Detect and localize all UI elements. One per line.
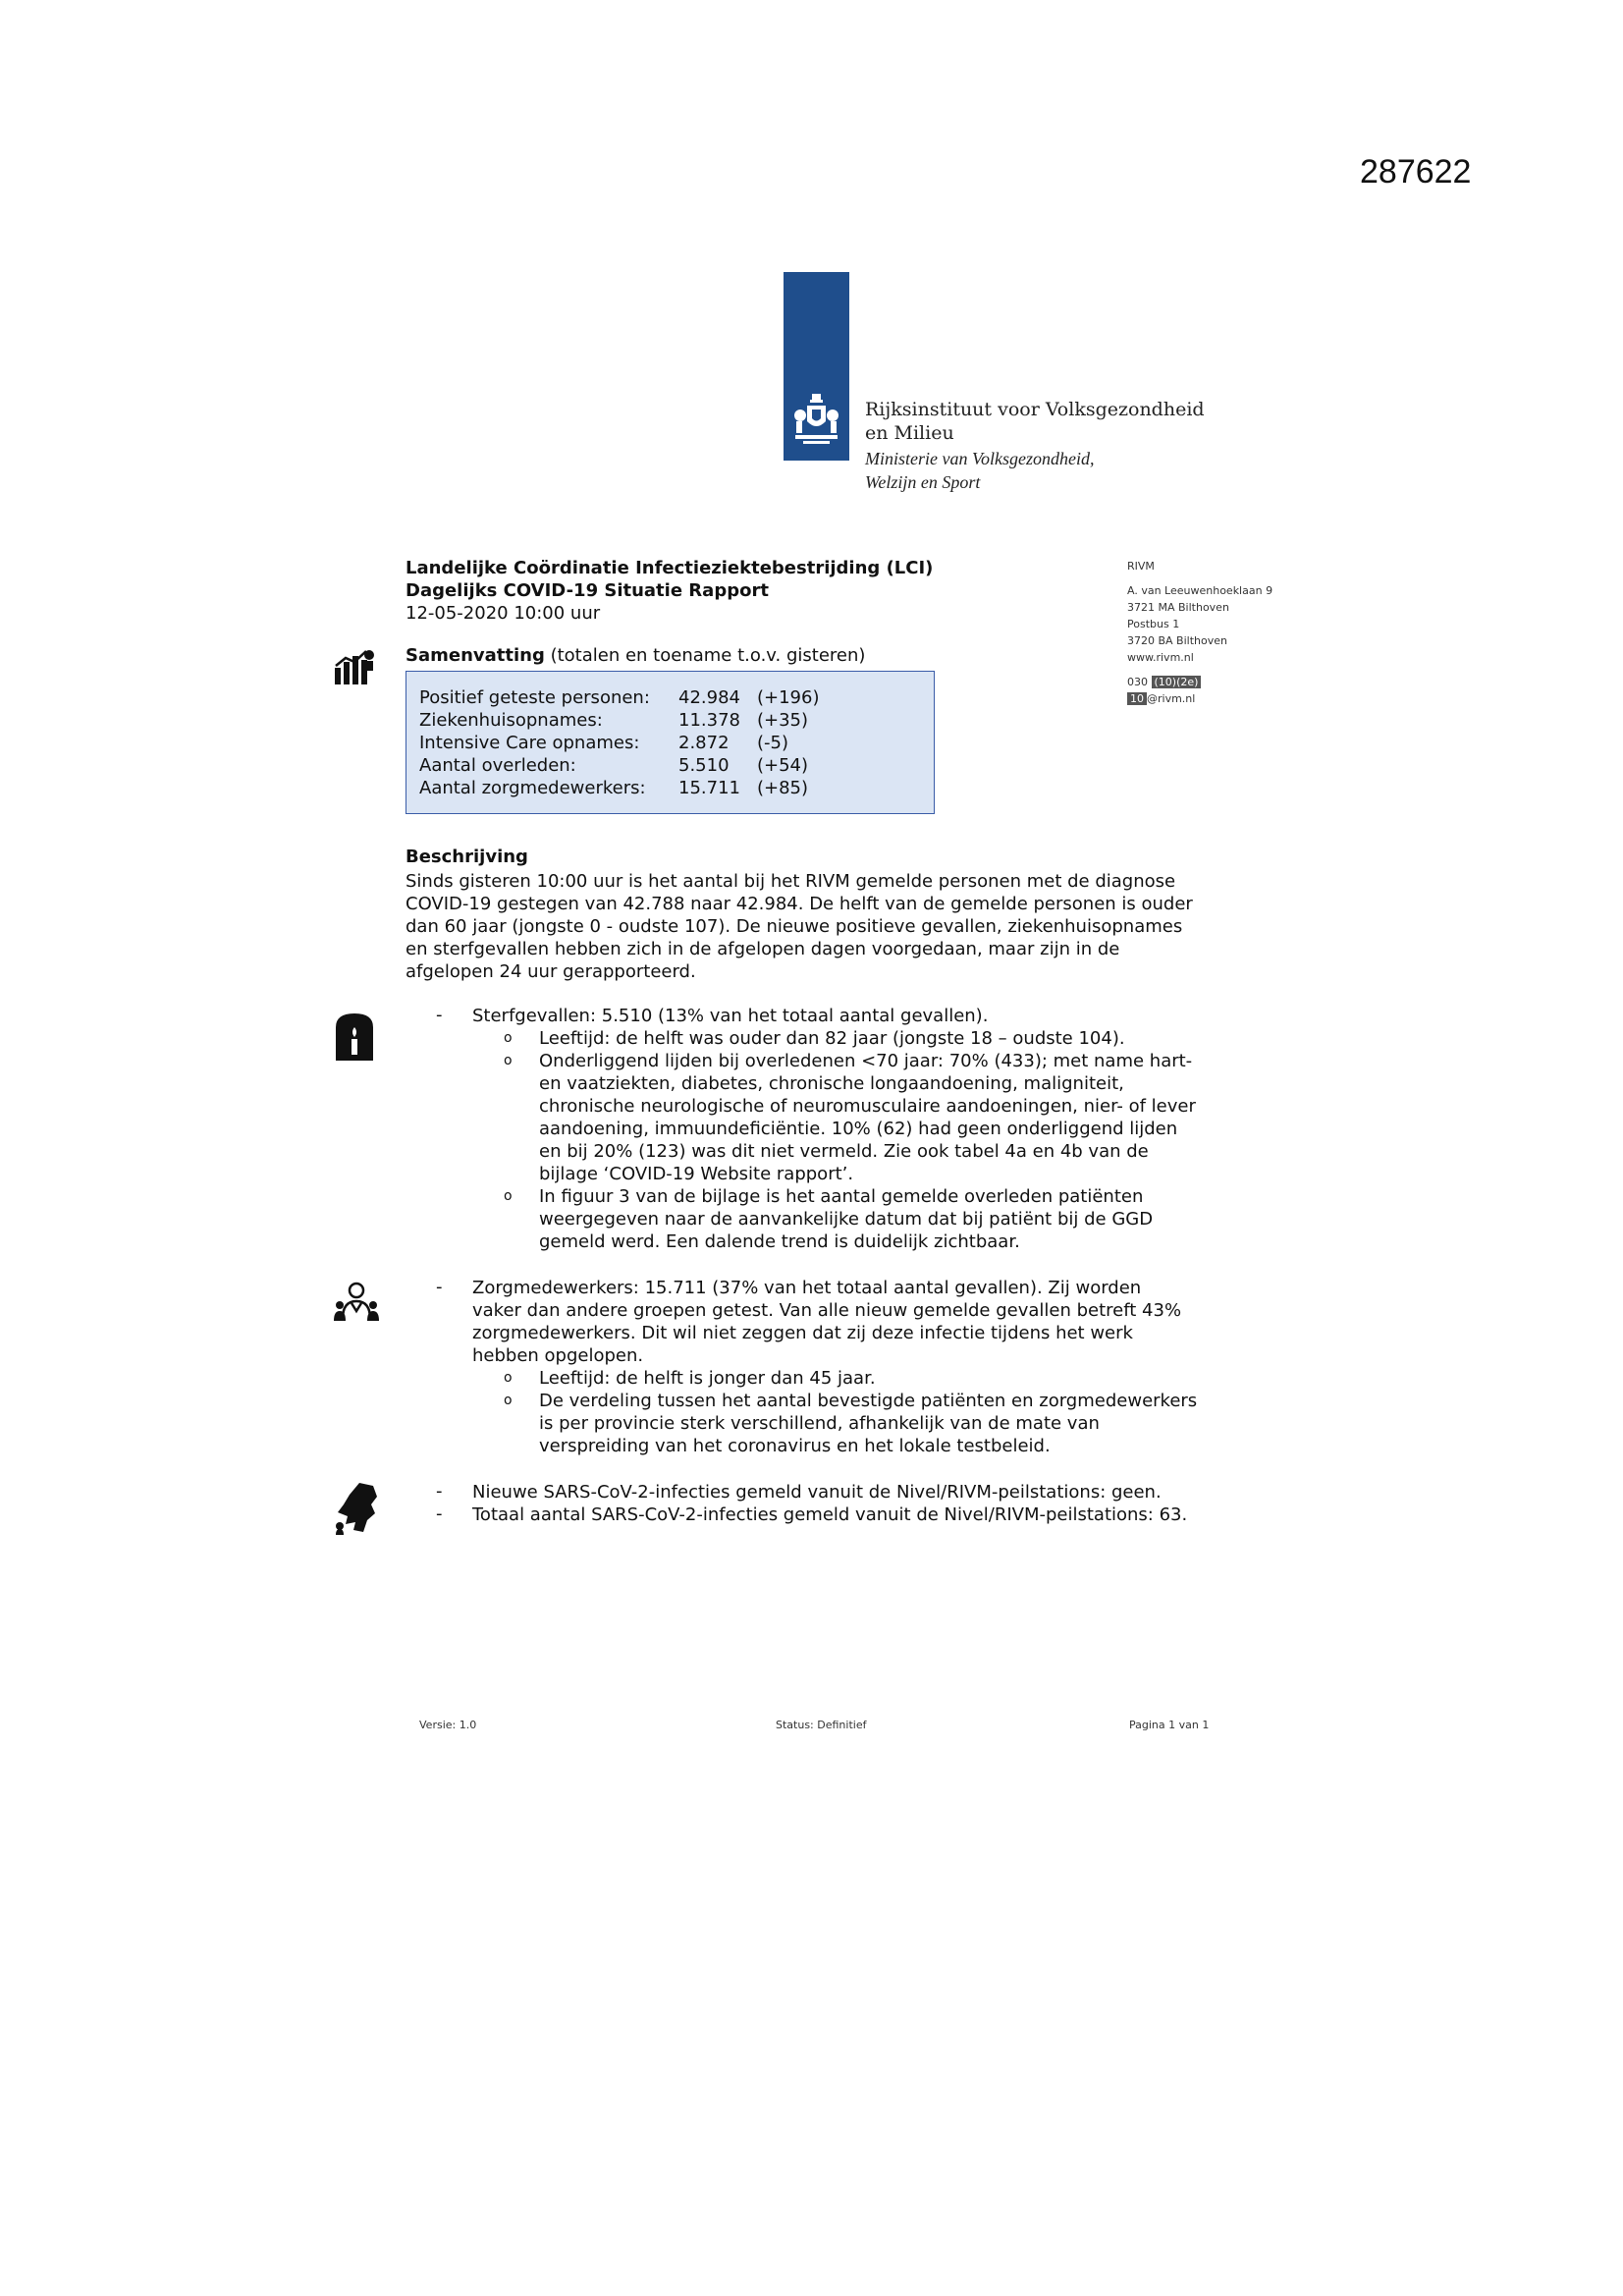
- nivel-new-item: Nieuwe SARS-CoV-2-infecties gemeld vanuit de Nivel/RIVM-peilstations: geen.: [472, 1482, 1162, 1503]
- deaths-age-item: Leeftijd: de helft was ouder dan 82 jaar (jongste 18 – oudste 104).: [539, 1028, 1125, 1049]
- healthcare-age-item: Leeftijd: de helft is jonger dan 45 jaar.: [539, 1368, 876, 1389]
- deaths-figure-item: In figuur 3 van de bijlage is het aantal gemelde overleden patiënten weergegeven naar de aanvankelijke datum dat bij patiënt bij de GGD gemeld werd. Een dalende trend is duidelijk zichtbaar.: [539, 1186, 1154, 1252]
- netherlands-map-icon: [334, 1481, 379, 1535]
- list-dash: -: [436, 1277, 443, 1297]
- summary-row: Ziekenhuisopnames: 11.378 (+35): [419, 710, 809, 731]
- footer-status: Status: Definitief: [776, 1719, 867, 1731]
- statistics-icon: [334, 648, 375, 685]
- institute-name: Rijksinstituut voor Volksgezondheid en Milieu: [865, 399, 1205, 444]
- list-dash: -: [436, 1005, 443, 1025]
- coat-of-arms-icon: [791, 390, 841, 449]
- sub-bullet: o: [504, 1393, 513, 1408]
- summary-row: Positief geteste personen: 42.984 (+196): [419, 687, 820, 708]
- summary-box: [406, 671, 935, 814]
- sub-bullet: o: [504, 1370, 513, 1386]
- ministry-name: Ministerie van Volksgezondheid, Welzijn en Sport: [865, 449, 1095, 492]
- redaction-mark: (10)(2e): [1152, 676, 1202, 688]
- healthcare-workers-icon: [334, 1282, 379, 1321]
- deaths-comorbidity-item: Onderliggend lijden bij overledenen <70 jaar: 70% (433); met name hart- en vaatziekten, diabetes, chronische longaandoening, maligniteit, chronische neurologische of neuromusculaire aandoeningen, nier- of lever aandoening, immuundeficiëntie. 10% (62) had geen onderliggend lijden en bij 20% (123) was dit niet vermeld. Zie ook tabel 4a en 4b van de bijlage ‘COVID-19 Website rapport’.: [539, 1051, 1196, 1184]
- document-id: 287622: [1360, 153, 1472, 191]
- description-paragraph: Sinds gisteren 10:00 uur is het aantal bij het RIVM gemelde personen met de diagnose COVID-19 gestegen van 42.788 naar 42.984. De helft van de gemelde personen is ouder dan 60 jaar (jongste 0 - oudste 107). De nieuwe positieve gevallen, ziekenhuisopnames en sterfgevallen hebben zich in de afgelopen dagen voorgedaan, maar zijn in de afgelopen 24 uur gerapporteerd.: [406, 871, 1193, 982]
- tombstone-candle-icon: [334, 1011, 375, 1061]
- sub-bullet: o: [504, 1053, 513, 1068]
- healthcare-province-item: De verdeling tussen het aantal bevestigde patiënten en zorgmedewerkers is per provincie sterk verschillend, afhankelijk van de mate van verspreiding van het coronavirus en het lokale testbeleid.: [539, 1391, 1198, 1456]
- deaths-item: Sterfgevallen: 5.510 (13% van het totaal aantal gevallen).: [472, 1006, 989, 1026]
- email-line: 10 @rivm.nl: [1127, 690, 1272, 707]
- footer-page-number: Pagina 1 van 1: [1129, 1719, 1210, 1731]
- list-dash: -: [436, 1481, 443, 1502]
- footer-version: Versie: 1.0: [419, 1719, 477, 1731]
- summary-row: Aantal zorgmedewerkers: 15.711 (+85): [419, 778, 809, 798]
- description-heading: Beschrijving: [406, 847, 528, 867]
- summary-row: Intensive Care opnames: 2.872 (-5): [419, 733, 788, 753]
- phone-line: 030 (10)(2e): [1127, 674, 1272, 690]
- nivel-total-item: Totaal aantal SARS-CoV-2-infecties gemeld vanuit de Nivel/RIVM-peilstations: 63.: [472, 1504, 1188, 1525]
- sub-bullet: o: [504, 1188, 513, 1204]
- summary-heading: Samenvatting (totalen en toename t.o.v. gisteren): [406, 645, 866, 666]
- report-title: Landelijke Coördinatie Infectieziektebestrijding (LCI) Dagelijks COVID-19 Situatie Rapport 12-05-2020 10:00 uur: [406, 558, 934, 624]
- sender-address-block: RIVM A. van Leeuwenhoeklaan 9 3721 MA Bilthoven Postbus 1 3720 BA Bilthoven www.rivm.nl 030 (10)(2e) 10 @rivm.nl: [1127, 560, 1273, 705]
- summary-row: Aantal overleden: 5.510 (+54): [419, 755, 809, 776]
- redaction-mark: 10: [1127, 692, 1147, 705]
- list-dash: -: [436, 1503, 443, 1524]
- sub-bullet: o: [504, 1030, 513, 1046]
- healthcare-workers-item: Zorgmedewerkers: 15.711 (37% van het totaal aantal gevallen). Zij worden vaker dan andere groepen getest. Van alle nieuw gemelde gevallen betreft 43% zorgmedewerkers. Dit wil niet zeggen dat zij deze infectie tijdens het werk hebben opgelopen.: [472, 1278, 1182, 1366]
- government-logo: [784, 272, 849, 461]
